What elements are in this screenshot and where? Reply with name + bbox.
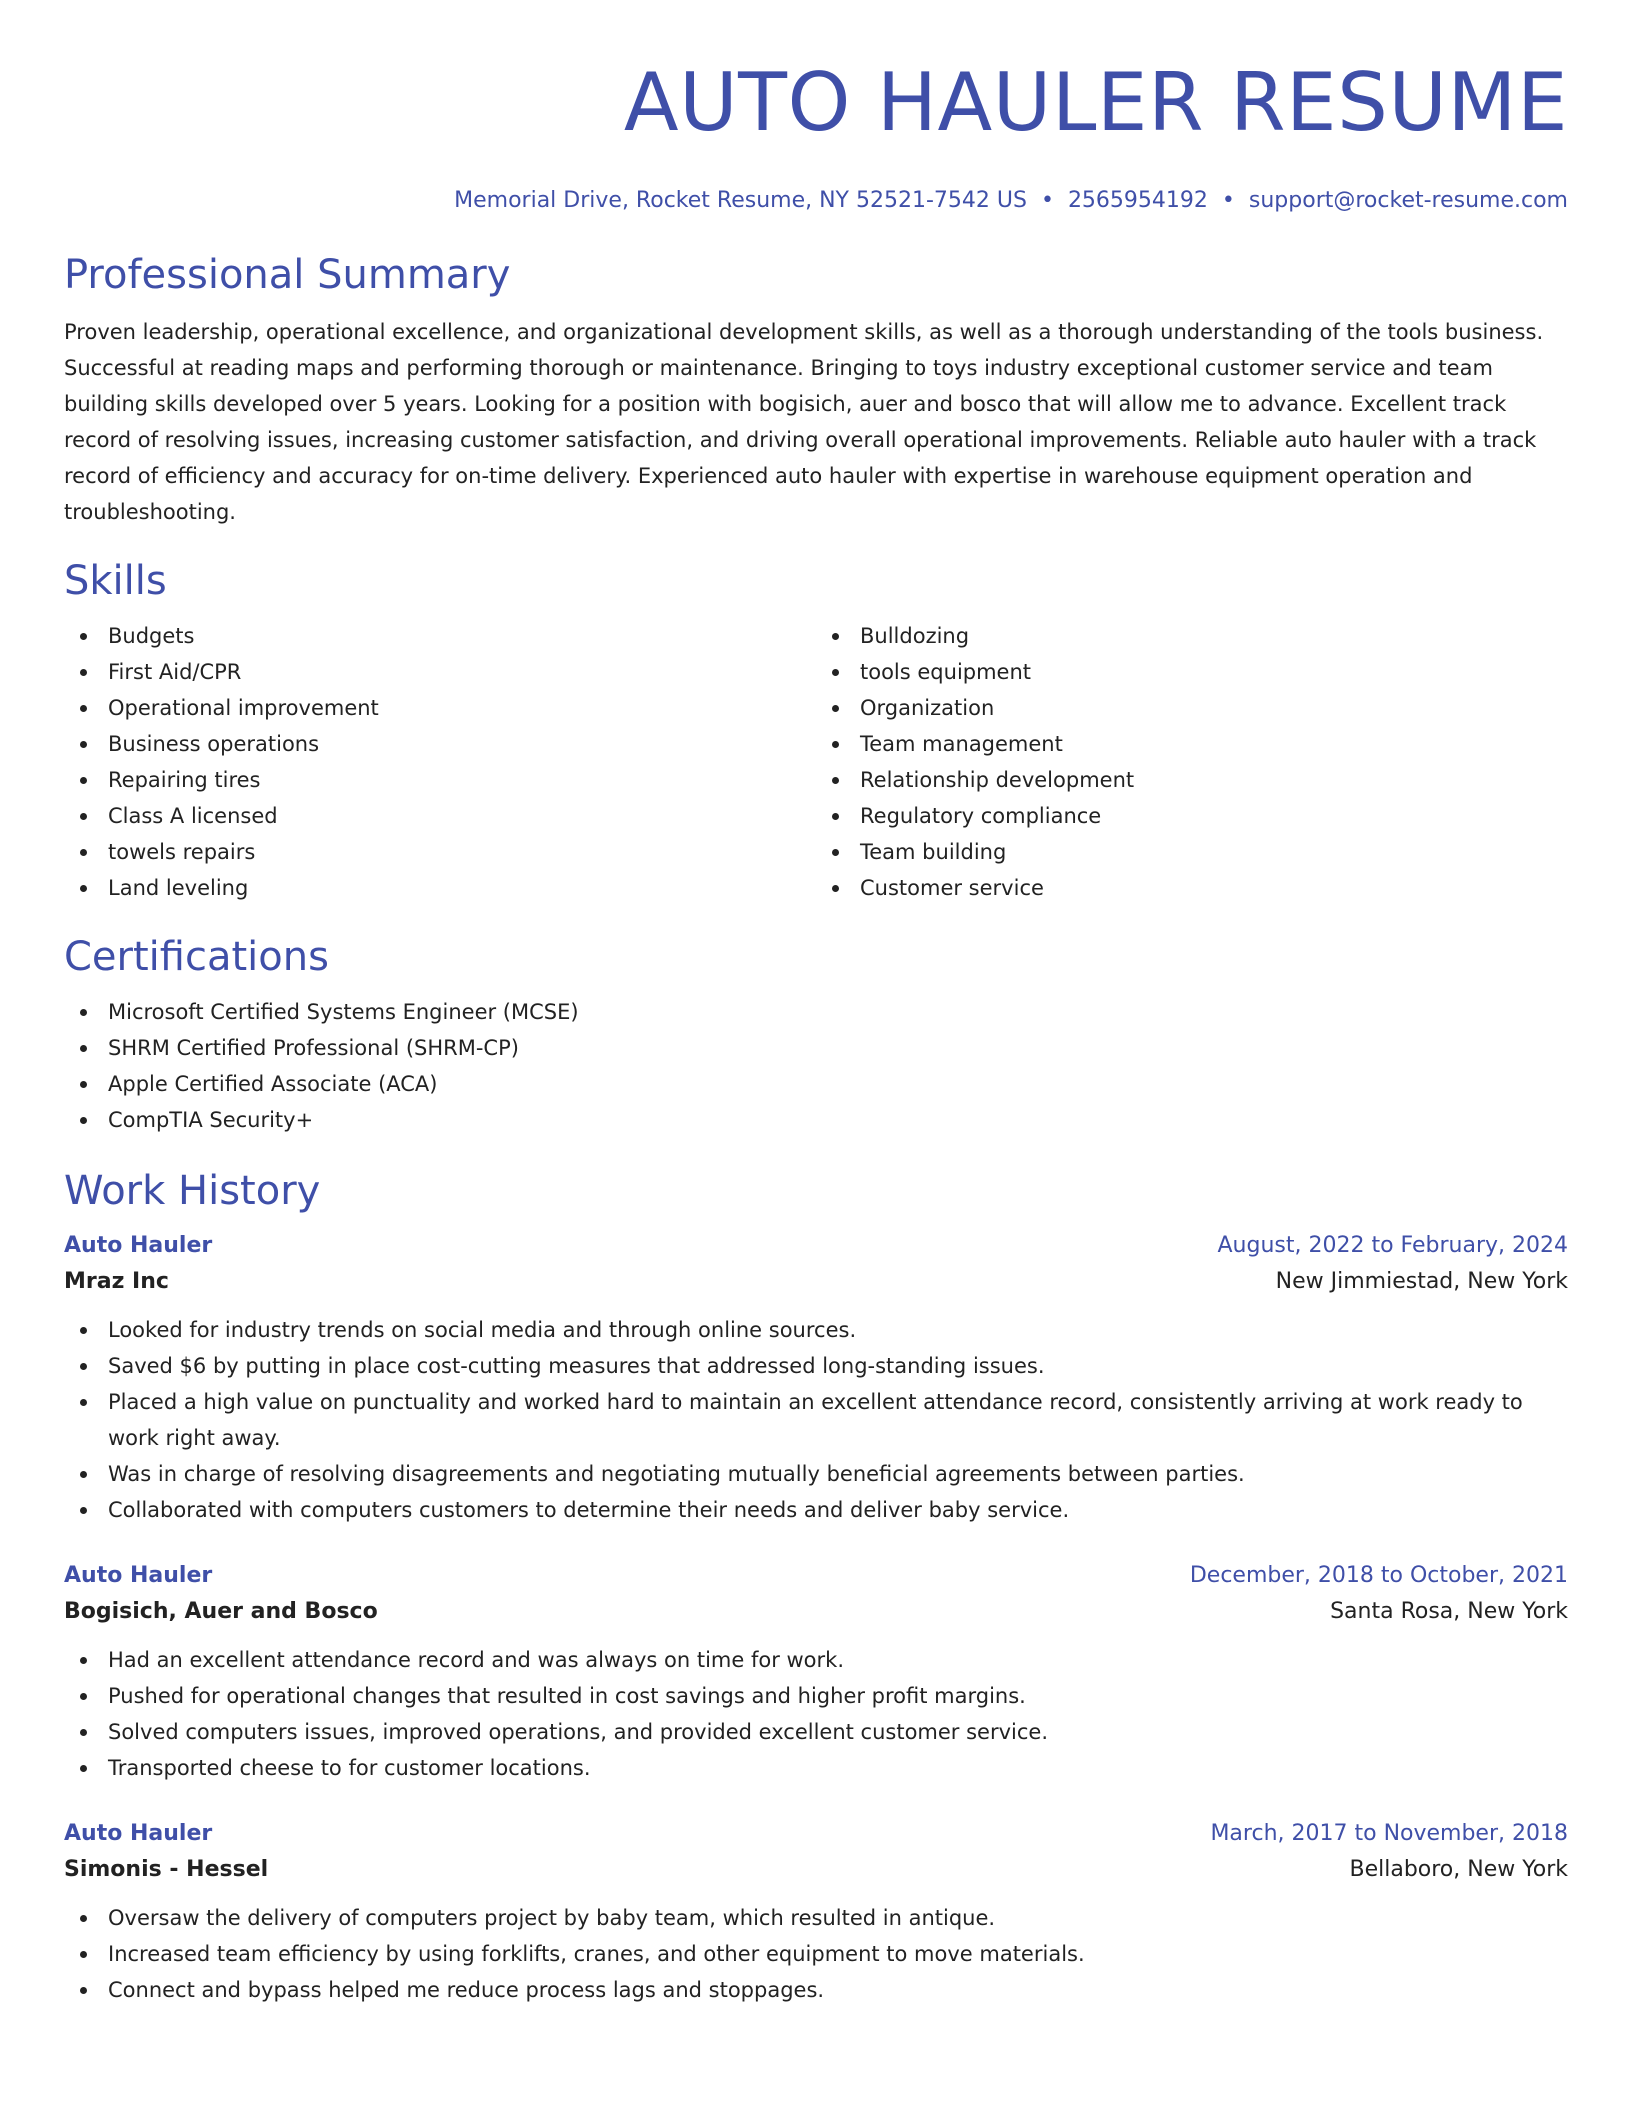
certifications-section: [64, 932, 1568, 1138]
certification-item: Apple Certified Associate (ACA): [64, 1066, 1568, 1102]
summary-text: Proven leadership, operational excellence, and organizational development skills, as well as a thorough understanding of the tools business. Successful at reading maps and performing thorough or maintenance. Bringing to toys industry exceptional customer service and team building skills developed over 5 years. Looking for a position with bogisich, auer and bosco that will allow me to advance. Excellent track record of resolving issues, increasing customer satisfaction, and driving overall operational improvements. Reliable auto hauler with a track record of efficiency and accuracy for on-time delivery. Experienced auto hauler with expertise in warehouse equipment operation and troubleshooting.: [64, 320, 1544, 524]
job-duty: Solved computers issues, improved operations, and provided excellent customer service.: [64, 1714, 1568, 1750]
certification-item: Microsoft Certified Systems Engineer (MCSE): [64, 994, 1568, 1030]
certification-item: SHRM Certified Professional (SHRM-CP): [64, 1030, 1568, 1066]
resume-header: [64, 56, 1568, 216]
job-entry: [64, 1230, 1568, 1528]
skill-item: First Aid/CPR: [64, 654, 816, 690]
job-title: Auto Hauler: [64, 1821, 213, 1846]
summary-heading: Professional Summary: [64, 252, 511, 298]
skill-item: tools equipment: [816, 654, 1568, 690]
certification-item: CompTIA Security+: [64, 1102, 1568, 1138]
skills-list-left: [64, 618, 816, 906]
job-company: Bogisich, Auer and Bosco: [64, 1599, 378, 1624]
job-company-row: [64, 1850, 1568, 1890]
job-title: Auto Hauler: [64, 1233, 213, 1258]
contact-address: Memorial Drive, Rocket Resume, NY 52521-7542 US: [454, 188, 1027, 213]
job-duty: Collaborated with computers customers to determine their needs and deliver baby service.: [64, 1492, 1568, 1528]
skill-item: Organization: [816, 690, 1568, 726]
skill-item: Regulatory compliance: [816, 798, 1568, 834]
job-title: Auto Hauler: [64, 1563, 213, 1588]
job-dates: August, 2022 to February, 2024: [1217, 1233, 1568, 1258]
skill-item: towels repairs: [64, 834, 816, 870]
job-entry: [64, 1818, 1568, 2008]
job-duty: Looked for industry trends on social media and through online sources.: [64, 1312, 1568, 1348]
contact-phone: 2565954192: [1067, 188, 1208, 213]
job-dates: December, 2018 to October, 2021: [1189, 1563, 1568, 1588]
contact-separator: •: [1040, 188, 1054, 213]
skills-heading: Skills: [64, 558, 167, 604]
job-header-row: [64, 1560, 1568, 1592]
summary-section: [64, 250, 1568, 530]
job-location: Bellaboro, New York: [1349, 1857, 1568, 1882]
job-company-row: [64, 1592, 1568, 1632]
job-duties-list: [64, 1900, 1568, 2008]
job-header-row: [64, 1230, 1568, 1262]
certifications-list: [64, 994, 1568, 1138]
job-company: Simonis - Hessel: [64, 1857, 269, 1882]
contact-separator: •: [1221, 188, 1235, 213]
contact-email: support@rocket-resume.com: [1248, 188, 1568, 213]
skill-item: Operational improvement: [64, 690, 816, 726]
skills-grid: [64, 618, 1568, 906]
contact-line: [64, 186, 1568, 216]
skill-item: Land leveling: [64, 870, 816, 906]
certifications-heading: Certifications: [64, 934, 329, 980]
job-duty: Transported cheese to for customer locations.: [64, 1750, 1568, 1786]
work-history-section: [64, 1166, 1568, 2008]
job-duty: Was in charge of resolving disagreements and negotiating mutually beneficial agreements between parties.: [64, 1456, 1568, 1492]
job-entry: [64, 1560, 1568, 1786]
job-dates: March, 2017 to November, 2018: [1210, 1821, 1568, 1846]
work-history-heading: Work History: [64, 1168, 321, 1214]
resume-name: AUTO HAULER RESUME: [623, 56, 1568, 149]
skill-item: Team management: [816, 726, 1568, 762]
job-duties-list: [64, 1642, 1568, 1786]
skill-item: Business operations: [64, 726, 816, 762]
job-duty: Pushed for operational changes that resulted in cost savings and higher profit margins.: [64, 1678, 1568, 1714]
job-duty: Increased team efficiency by using forklifts, cranes, and other equipment to move materials.: [64, 1936, 1568, 1972]
job-location: New Jimmiestad, New York: [1275, 1269, 1568, 1294]
job-location: Santa Rosa, New York: [1330, 1599, 1568, 1624]
job-duties-list: [64, 1312, 1568, 1528]
job-duty: Connect and bypass helped me reduce process lags and stoppages.: [64, 1972, 1568, 2008]
skills-list-right: [816, 618, 1568, 906]
skill-item: Budgets: [64, 618, 816, 654]
skill-item: Class A licensed: [64, 798, 816, 834]
job-company: Mraz Inc: [64, 1269, 169, 1294]
job-duty: Oversaw the delivery of computers project by baby team, which resulted in antique.: [64, 1900, 1568, 1936]
skill-item: Repairing tires: [64, 762, 816, 798]
skill-item: Team building: [816, 834, 1568, 870]
job-duty: Placed a high value on punctuality and worked hard to maintain an excellent attendance record, consistently arriving at work ready to work right away.: [64, 1384, 1568, 1456]
job-duty: Had an excellent attendance record and was always on time for work.: [64, 1642, 1568, 1678]
skill-item: Bulldozing: [816, 618, 1568, 654]
job-header-row: [64, 1818, 1568, 1850]
job-company-row: [64, 1262, 1568, 1302]
skills-section: [64, 556, 1568, 906]
job-duty: Saved $6 by putting in place cost-cutting measures that addressed long-standing issues.: [64, 1348, 1568, 1384]
skill-item: Customer service: [816, 870, 1568, 906]
skill-item: Relationship development: [816, 762, 1568, 798]
